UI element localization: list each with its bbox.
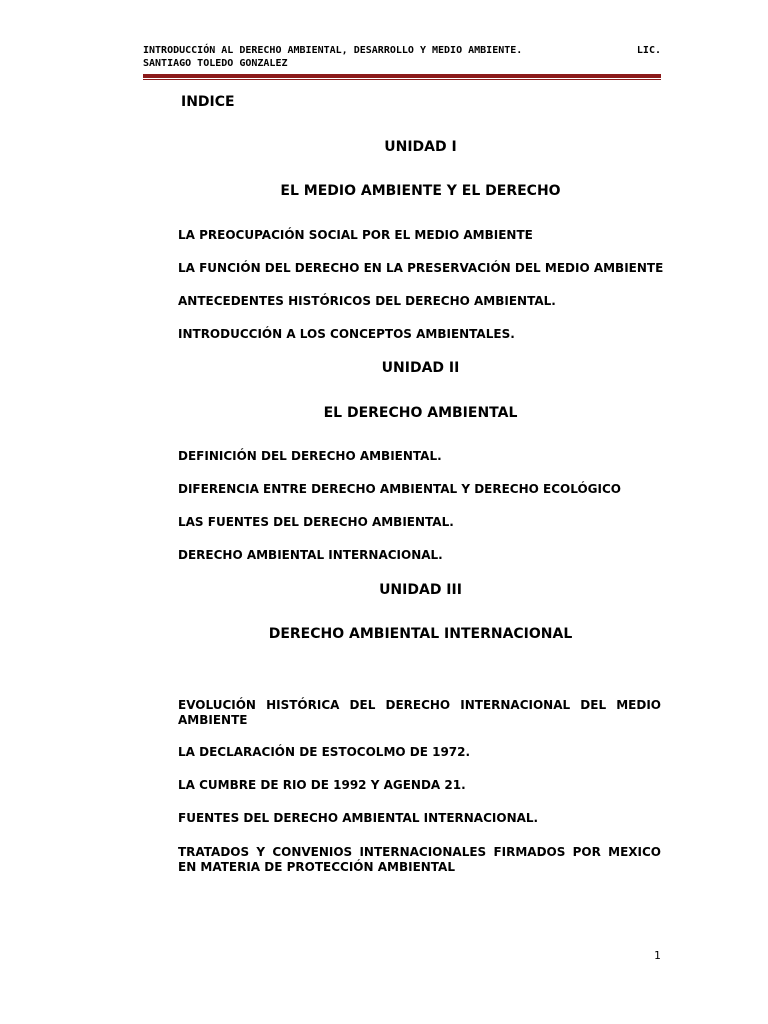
header-author: SANTIAGO TOLEDO GONZALEZ (143, 58, 288, 69)
unit-1-item: LA PREOCUPACIÓN SOCIAL POR EL MEDIO AMBIENTE (178, 228, 533, 242)
unit-3-item: LA CUMBRE DE RIO DE 1992 Y AGENDA 21. (178, 778, 466, 792)
unit-2-item: DIFERENCIA ENTRE DERECHO AMBIENTAL Y DERECHO ECOLÓGICO (178, 482, 621, 496)
header-rule-thin (143, 79, 661, 80)
header-title: INTRODUCCIÓN AL DERECHO AMBIENTAL, DESARROLLO Y MEDIO AMBIENTE. (143, 45, 523, 56)
unit-2-item: DERECHO AMBIENTAL INTERNACIONAL. (178, 548, 443, 562)
unit-2-label: UNIDAD II (381, 360, 460, 376)
unit-3-item: EVOLUCIÓN HISTÓRICA DEL DERECHO INTERNACIONAL DEL MEDIO AMBIENTE (178, 698, 661, 727)
unit-3-item: TRATADOS Y CONVENIOS INTERNACIONALES FIRMADOS POR MEXICO EN MATERIA DE PROTECCIÓN AMBIENTAL (178, 845, 661, 874)
unit-1-item: INTRODUCCIÓN A LOS CONCEPTOS AMBIENTALES. (178, 327, 515, 341)
page-number: 1 (654, 949, 661, 962)
unit-2-item: DEFINICIÓN DEL DERECHO AMBIENTAL. (178, 449, 442, 463)
header-line-1 (143, 44, 661, 57)
unit-3-title: DERECHO AMBIENTAL INTERNACIONAL (268, 626, 573, 642)
unit-3-item: FUENTES DEL DERECHO AMBIENTAL INTERNACIONAL. (178, 811, 539, 825)
page-header (143, 44, 661, 70)
unit-1-label: UNIDAD I (384, 139, 457, 155)
header-rule-thick (143, 74, 661, 78)
index-title: INDICE (181, 94, 235, 110)
unit-1-item: LA FUNCIÓN DEL DERECHO EN LA PRESERVACIÓN DEL MEDIO AMBIENTE (178, 261, 664, 275)
unit-2-title: EL DERECHO AMBIENTAL (323, 405, 518, 421)
unit-1-item: ANTECEDENTES HISTÓRICOS DEL DERECHO AMBIENTAL. (178, 294, 556, 308)
unit-1-title: EL MEDIO AMBIENTE Y EL DERECHO (280, 183, 561, 199)
unit-3-item: LA DECLARACIÓN DE ESTOCOLMO DE 1972. (178, 745, 471, 759)
unit-2-item: LAS FUENTES DEL DERECHO AMBIENTAL. (178, 515, 454, 529)
header-author-prefix: LIC. (636, 45, 661, 56)
unit-3-label: UNIDAD III (379, 582, 462, 598)
